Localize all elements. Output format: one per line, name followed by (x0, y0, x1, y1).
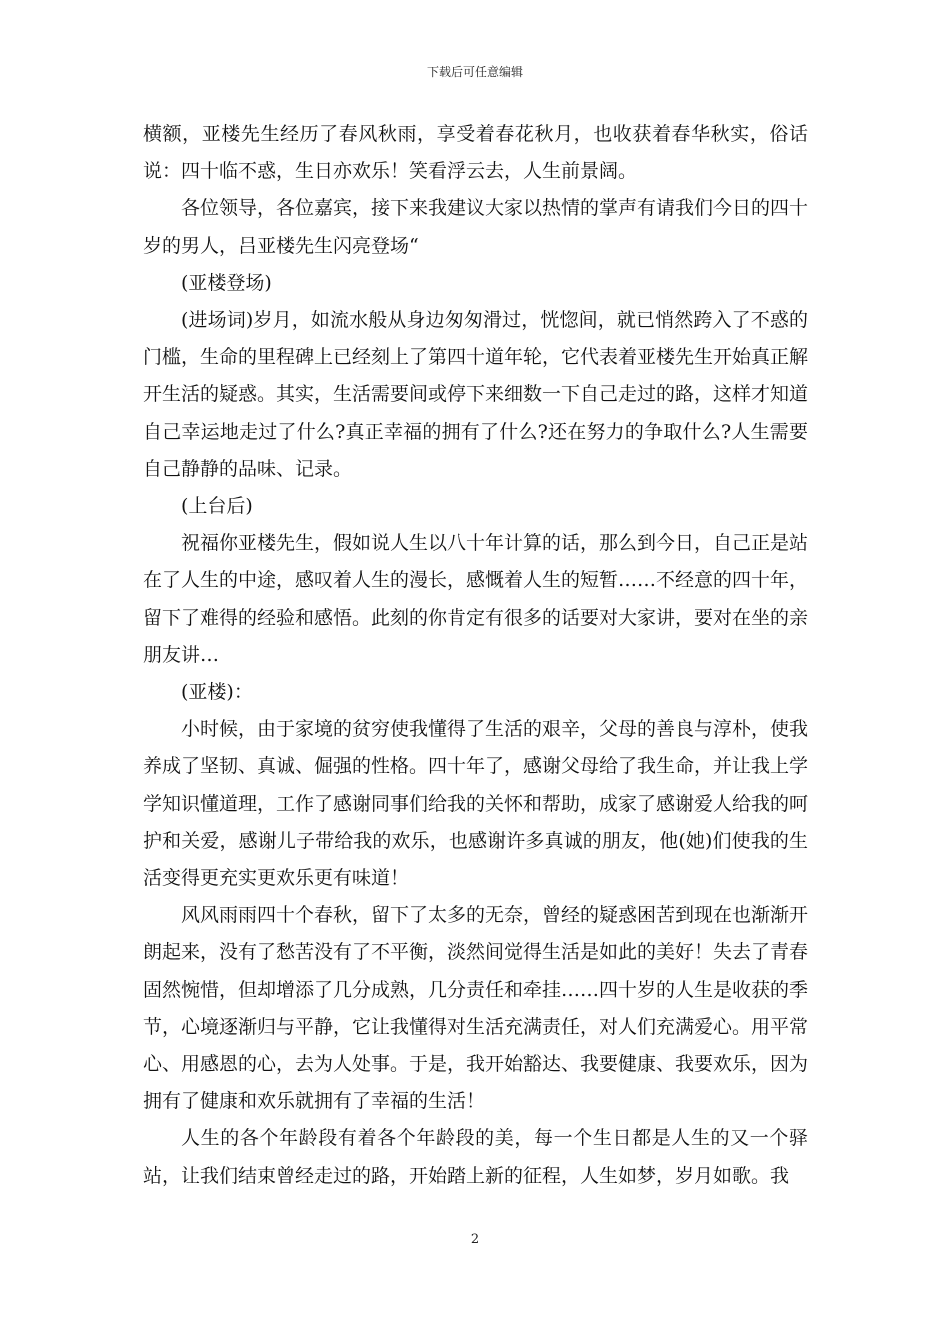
stage-direction: (上台后) (181, 495, 253, 518)
paragraph: 各位领导，各位嘉宾，接下来我建议大家以热情的掌声有请我们今日的四十岁的男人，吕亚楼先生闪亮登场“ (143, 197, 809, 257)
paragraph: 人生的各个年龄段有着各个年龄段的美，每一个生日都是人生的又一个驿站，让我们结束曾经走过的路，开始踏上新的征程，人生如梦，岁月如歌。我 (143, 1127, 808, 1187)
paragraph: 祝福你亚楼先生，假如说人生以八十年计算的话，那么到今日，自己正是站在了人生的中途，感叹着人生的漫长，感慨着人生的短暂……不经意的四十年，留下了难得的经验和感悟。此刻的你肯定有很多的话要对大家讲，要对在坐的亲朋友讲… (143, 532, 809, 666)
page-header: 下载后可任意编辑 (426, 65, 523, 79)
paragraph: (进场词)岁月，如流水般从身边匆匆滑过，恍惚间，就已悄然跨入了不惑的门槛，生命的里程碑上已经刻上了第四十道年轮，它代表着亚楼先生开始真正解开生活的疑惑。其实，生活需要间或停下来细数一下自己走过的路，这样才知道自己幸运地走过了什么?真正幸福的拥有了什么?还在努力的争取什么?人生需要自己静静的品味、记录。 (143, 309, 809, 480)
paragraph-continued: 横额，亚楼先生经历了春风秋雨，享受着春花秋月，也收获着春华秋实，俗话说：四十临不惑，生日亦欢乐！笑看浮云去，人生前景阔。 (143, 123, 808, 183)
stage-direction: (亚楼登场) (181, 271, 272, 294)
document-body (143, 116, 808, 1195)
stage-direction: (亚楼)： (181, 681, 253, 704)
paragraph: 风风雨雨四十个春秋，留下了太多的无奈，曾经的疑惑困苦到现在也渐渐开朗起来，没有了愁苦没有了不平衡，淡然间觉得生活是如此的美好！失去了青春固然惋惜，但却增添了几分成熟，几分责任和牵挂……四十岁的人生是收获的季节，心境逐渐归与平静，它让我懂得对生活充满责任，对人们充满爱心。用平常心、用感恩的心，去为人处事。于是，我开始豁达、我要健康、我要欢乐，因为拥有了健康和欢乐就拥有了幸福的生活！ (143, 904, 809, 1113)
paragraph: 小时候，由于家境的贫穷使我懂得了生活的艰辛，父母的善良与淳朴，使我养成了坚韧、真诚、倔强的性格。四十年了，感谢父母给了我生命，并让我上学学知识懂道理，工作了感谢同事们给我的关怀和帮助，成家了感谢爱人给我的呵护和关爱，感谢儿子带给我的欢乐，也感谢许多真诚的朋友，他(她)们使我的生活变得更充实更欢乐更有味道！ (143, 718, 809, 890)
page-number: 2 (470, 1232, 480, 1247)
